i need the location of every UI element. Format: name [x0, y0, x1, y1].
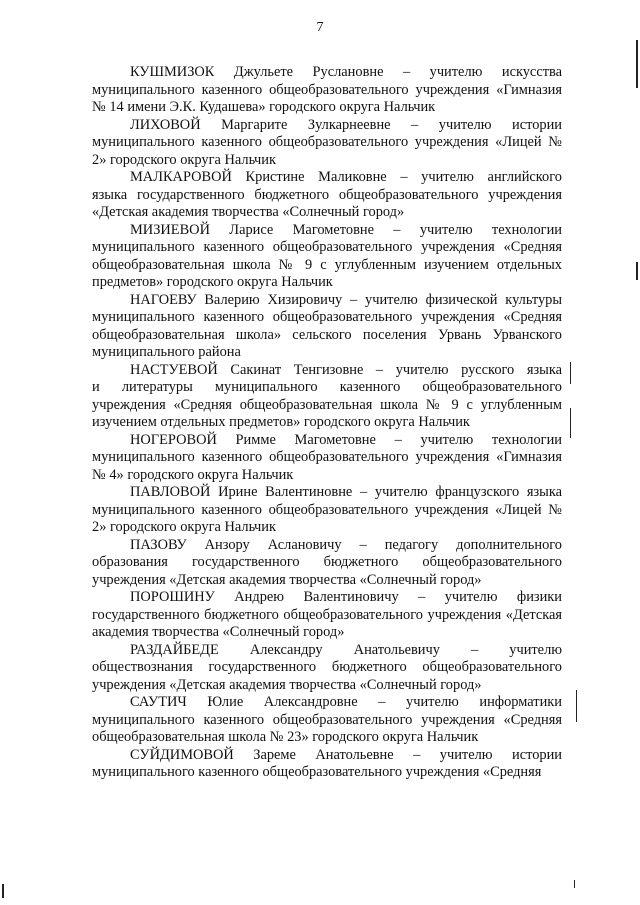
- entry-first-line: НОГЕРОВОЙ Римме Магометовне – учителю технологии: [130, 431, 562, 448]
- award-entry: [92, 362, 562, 432]
- award-entry: [92, 117, 562, 170]
- entry-first-line: КУШМИЗОК Джульете Руслановне – учителю искусства: [130, 64, 562, 80]
- scan-margin-mark: [576, 690, 577, 722]
- entry-first-line: СУЙДИМОВОЙ Зареме Анатольевне – учителю истории: [130, 746, 562, 763]
- scan-margin-mark: [636, 40, 638, 88]
- entry-first-line: САУТИЧ Юлие Александровне – учителю информатики: [130, 694, 562, 710]
- award-entry: [92, 484, 562, 537]
- award-entry: [92, 222, 562, 292]
- entry-text: муниципального казенного общеобразовательного учреждения «Гимназия № 4» городского округа Нальчик: [92, 449, 562, 483]
- award-entry: [92, 169, 562, 222]
- scan-margin-mark: [570, 362, 571, 384]
- award-entry: [92, 747, 562, 782]
- award-entry: [92, 694, 562, 747]
- page-number: 7: [316, 20, 324, 35]
- award-entry: [92, 537, 562, 590]
- entry-text: муниципального казенного общеобразовательного учреждения «Лицей № 2» городского округа Нальчик: [92, 501, 562, 535]
- entry-text: муниципального казенного общеобразовательного учреждения «Средняя общеобразовательная школа» сельского поселения Урвань Урванского муниципального района: [92, 309, 562, 360]
- entry-first-line: МИЗИЕВОЙ Ларисе Магометовне – учителю технологии: [130, 221, 562, 238]
- entry-first-line: НАГОЕВУ Валерию Хизировичу – учителю физической культуры: [130, 291, 562, 308]
- scan-margin-mark: [574, 880, 575, 888]
- scan-margin-mark: [2, 884, 4, 898]
- entry-text: муниципального казенного общеобразовательного учреждения «Средняя общеобразовательная школа № 23» городского округа Нальчик: [92, 711, 562, 745]
- entry-first-line: МАЛКАРОВОЙ Кристине Маликовне – учителю английского: [130, 169, 562, 185]
- entry-text: образования государственного бюджетного общеобразовательного учреждения «Детская академия творчества «Солнечный город»: [92, 554, 562, 588]
- award-entry: [92, 642, 562, 695]
- entry-first-line: ЛИХОВОЙ Маргарите Зулкарнеевне – учителю истории: [130, 116, 562, 133]
- award-entry: [92, 292, 562, 362]
- award-entry: [92, 432, 562, 485]
- entry-text: муниципального казенного общеобразовательного учреждения «Гимназия № 14 имени Э.К. Кудашева» городского округа Нальчик: [92, 81, 562, 115]
- scan-margin-mark: [636, 262, 638, 280]
- entry-first-line: ПОРОШИНУ Андрею Валентиновичу – учителю физики: [130, 589, 562, 605]
- document-body: [92, 64, 562, 782]
- entry-first-line: ПАВЛОВОЙ Ирине Валентиновне – учителю французского языка: [130, 484, 562, 500]
- award-entry: [92, 589, 562, 642]
- entry-text: государственного бюджетного общеобразовательного учреждения «Детская академия творчества «Солнечный город»: [92, 606, 562, 640]
- entry-text: муниципального казенного общеобразовательного учреждения «Лицей № 2» городского округа Нальчик: [92, 134, 562, 168]
- entry-first-line: ПАЗОВУ Анзору Аслановичу – педагогу дополнительного: [130, 536, 562, 553]
- entry-text: языка государственного бюджетного общеобразовательного учреждения «Детская академия творчества «Солнечный город»: [92, 186, 562, 220]
- entry-text: муниципального казенного общеобразовательного учреждения «Средняя: [92, 764, 542, 780]
- entry-text: обществознания государственного бюджетного общеобразовательного учреждения «Детская академия творчества «Солнечный город»: [92, 659, 562, 693]
- scan-margin-mark: [570, 408, 571, 438]
- entry-first-line: РАЗДАЙБЕДЕ Александру Анатольевичу – учителю: [130, 641, 562, 658]
- entry-first-line: НАСТУЕВОЙ Сакинат Тенгизовне – учителю русского языка: [130, 361, 562, 378]
- award-entry: [92, 64, 562, 117]
- entry-text: и литературы муниципального казенного общеобразовательного учреждения «Средняя общеобразовательная школа № 9 с углубленным изучением отдельных предметов» городского округа Нальчик: [92, 379, 562, 430]
- entry-text: муниципального казенного общеобразовательного учреждения «Средняя общеобразовательная школа № 9 с углубленным изучением отдельных предметов» городского округа Нальчик: [92, 239, 562, 290]
